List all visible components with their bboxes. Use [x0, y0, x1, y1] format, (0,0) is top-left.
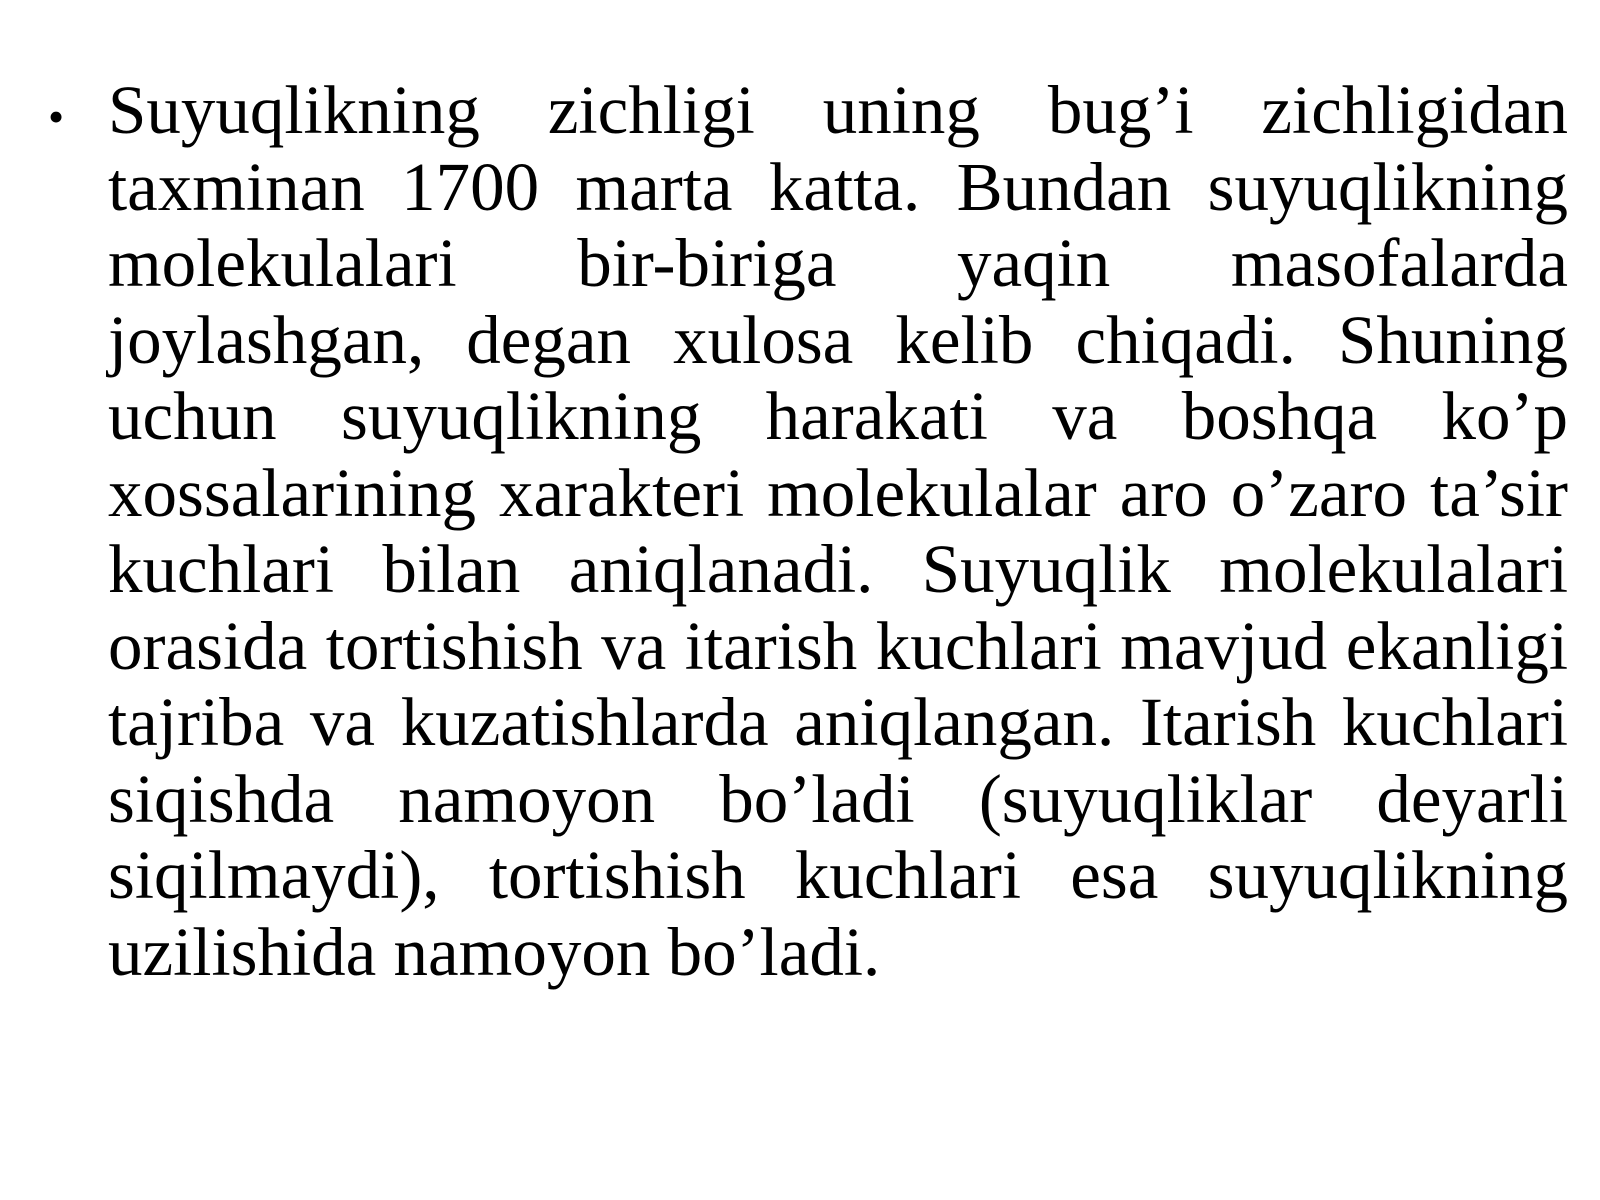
slide-body — [48, 72, 1568, 990]
bullet-item — [48, 72, 1568, 990]
bullet-marker-icon: • — [48, 91, 65, 142]
bullet-text: Suyuqlikning zichligi uning bug’i zichligidan taxminan 1700 marta katta. Bundan suyuqlikning molekulalari bir-biriga yaqin masofalarda joylashgan, degan xulosa kelib chiqadi. Shuning uchun suyuqlikning harakati va boshqa ko’p xossalarining xarakteri molekulalar aro o’zaro ta’sir kuchlari bilan aniqlanadi. Suyuqlik molekulalari orasida tortishish va itarish kuchlari mavjud ekanligi tajriba va kuzatishlarda aniqlangan. Itarish kuchlari siqishda namoyon bo’ladi (suyuqliklar deyarli siqilmaydi), tortishish kuchlari esa suyuqlikning uzilishida namoyon bo’ladi. — [108, 72, 1568, 990]
